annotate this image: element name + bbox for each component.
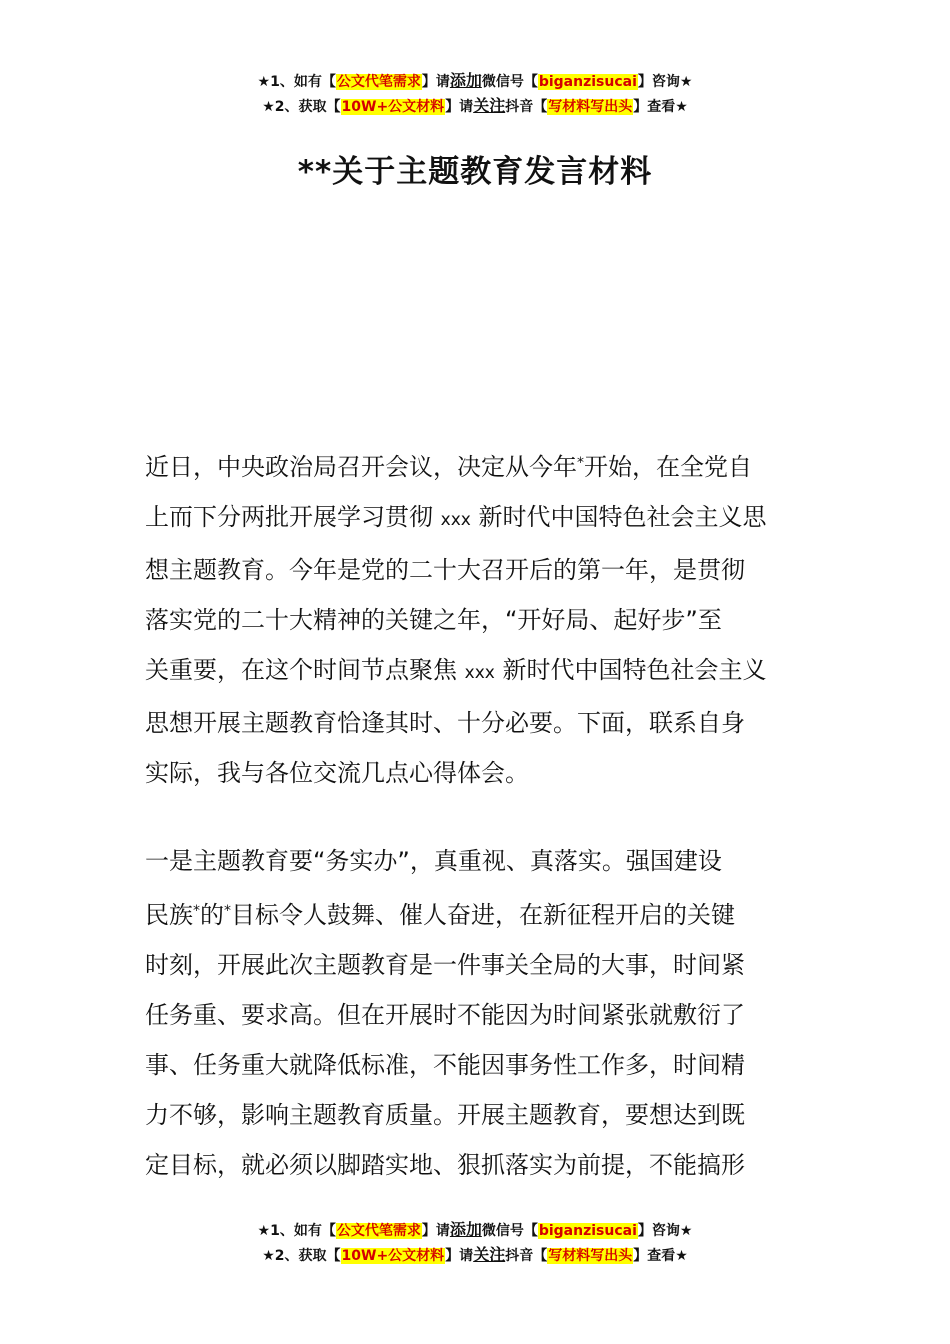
banner-emphasis: 添加 [449, 71, 482, 90]
banner-highlight-wechat-id: biganzisucai [538, 1223, 637, 1239]
banner-highlight-wechat-id: biganzisucai [538, 74, 637, 90]
banner-highlight-account: 写材料写出头 [548, 99, 633, 115]
text-line: 时刻，开展此次主题教育是一件事关全局的大事，时间紧 [145, 951, 745, 979]
text-line: 上而下分两批开展学习贯彻 xxx 新时代中国特色社会主义思 [145, 503, 767, 531]
text-line: 事、任务重大就降低标准，不能因事务性工作多，时间精 [145, 1051, 745, 1079]
text-line: 一是主题教育要“务实办”，真重视、真落实。强国建设 [145, 847, 722, 875]
banner-highlight-service: 公文代笔需求 [336, 74, 421, 90]
document-title: **关于主题教育发言材料 [297, 154, 653, 190]
header-banner [0, 69, 950, 119]
text-line: 定目标，就必须以脚踏实地、狠抓落实为前提，不能搞形 [145, 1151, 745, 1179]
text-line: 民族*的*目标令人鼓舞、催人奋进，在新征程开启的关键 [145, 901, 735, 929]
banner-highlight-materials: 10W+公文材料 [341, 1248, 445, 1264]
banner-highlight-service: 公文代笔需求 [336, 1223, 421, 1239]
banner-emphasis: 关注 [473, 1245, 506, 1264]
text-line: 实际，我与各位交流几点心得体会。 [145, 759, 529, 787]
text-line: 思想开展主题教育恰逢其时、十分必要。下面，联系自身 [145, 709, 745, 737]
text-line: 力不够，影响主题教育质量。开展主题教育，要想达到既 [145, 1101, 745, 1129]
body-paragraph-2 [145, 836, 807, 1190]
text-line: 想主题教育。今年是党的二十大召开后的第一年，是贯彻 [145, 556, 745, 584]
banner-line-2: ★2、获取【10W+公文材料】请关注抖音【写材料写出头】查看★ [262, 96, 688, 115]
text-line: 关重要，在这个时间节点聚焦 xxx 新时代中国特色社会主义 [145, 656, 767, 684]
banner-line-2: ★2、获取【10W+公文材料】请关注抖音【写材料写出头】查看★ [262, 1245, 688, 1264]
footer-banner [0, 1218, 950, 1268]
banner-line-1: ★1、如有【公文代笔需求】请添加微信号【biganzisucai】咨询★ [257, 71, 693, 90]
text-line: 任务重、要求高。但在开展时不能因为时间紧张就敷衍了 [145, 1001, 745, 1029]
banner-emphasis: 关注 [473, 96, 506, 115]
banner-line-1: ★1、如有【公文代笔需求】请添加微信号【biganzisucai】咨询★ [257, 1220, 693, 1239]
body-paragraph-1 [145, 438, 807, 798]
banner-emphasis: 添加 [449, 1220, 482, 1239]
banner-highlight-account: 写材料写出头 [548, 1248, 633, 1264]
text-line: 落实党的二十大精神的关键之年，“开好局、起好步”至 [145, 606, 722, 634]
text-line: 近日，中央政治局召开会议，决定从今年*开始，在全党自 [145, 453, 752, 481]
banner-highlight-materials: 10W+公文材料 [341, 99, 445, 115]
